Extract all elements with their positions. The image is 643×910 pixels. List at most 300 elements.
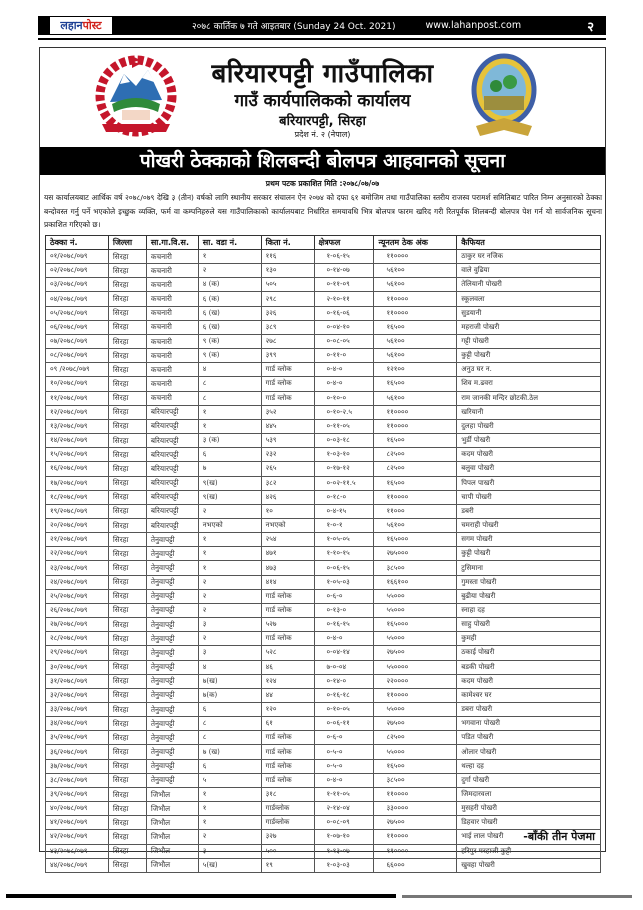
logo-text-part1: लहान	[60, 19, 83, 32]
cell-contract-no: ३८/२०७८/०७९	[46, 773, 109, 787]
cell-min-bid: २७५००	[374, 816, 457, 830]
cell-contract-no: ३०/२०७८/०७९	[46, 660, 109, 674]
cell-district: सिरहा	[108, 349, 146, 363]
cell-contract-no: १५/२०७८/०७९	[46, 448, 109, 462]
cell-contract-no: १४/२०७८/०७९	[46, 434, 109, 448]
cell-kitta-no: ५३९	[261, 434, 314, 448]
cell-min-bid: ५५०००	[374, 589, 457, 603]
cell-contract-no: ०६/२०७८/०७९	[46, 320, 109, 334]
table-row	[46, 533, 601, 547]
cell-vdc: तेनुवापट्टी	[146, 589, 198, 603]
cell-vdc: तेनुवापट्टी	[146, 773, 198, 787]
cell-remarks: टुसिमाना	[457, 561, 601, 575]
cell-kitta-no: २३२	[261, 448, 314, 462]
table-row	[46, 504, 601, 518]
cell-kitta-no: १३०	[261, 264, 314, 278]
cell-min-bid: १६५००	[374, 434, 457, 448]
table-row	[46, 250, 601, 264]
cell-area: ०-०३-१८	[314, 434, 374, 448]
cell-vdc: जिभौल	[146, 816, 198, 830]
cell-kitta-no: ५०५	[261, 278, 314, 292]
cell-vdc: कचनारी	[146, 377, 198, 391]
cell-vdc: तेनुवापट्टी	[146, 731, 198, 745]
cell-min-bid: ५५०००	[374, 603, 457, 617]
cell-contract-no: ४२/२०७८/०७९	[46, 830, 109, 844]
cell-vdc: कचनारी	[146, 391, 198, 405]
cell-vdc: तेनुवापट्टी	[146, 745, 198, 759]
table-row	[46, 391, 601, 405]
cell-district: सिरहा	[108, 434, 146, 448]
cell-area: ०-४-०	[314, 773, 374, 787]
cell-contract-no: २६/२०७८/०७९	[46, 603, 109, 617]
cell-contract-no: १७/२०७८/०७९	[46, 476, 109, 490]
cell-min-bid: ११००००	[374, 292, 457, 306]
cell-ward-no: ७	[198, 462, 261, 476]
cell-area: ०-५-०	[314, 759, 374, 773]
cell-contract-no: ३७/२०७८/०७९	[46, 759, 109, 773]
table-row	[46, 603, 601, 617]
table-row	[46, 844, 601, 858]
cell-district: सिरहा	[108, 462, 146, 476]
cell-ward-no: ४	[198, 363, 261, 377]
cell-vdc: बरियारपट्टी	[146, 405, 198, 419]
cell-district: सिरहा	[108, 844, 146, 858]
table-row	[46, 349, 601, 363]
cell-kitta-no: गार्ड व्लोक	[261, 391, 314, 405]
cell-remarks: तेलियानी पोखरी	[457, 278, 601, 292]
cell-area: ०-०४-१०	[314, 320, 374, 334]
cell-vdc: तेनुवापट्टी	[146, 759, 198, 773]
cell-area: ७-०-०४	[314, 660, 374, 674]
cell-vdc: कचनारी	[146, 306, 198, 320]
cell-ward-no: २	[198, 504, 261, 518]
table-row	[46, 320, 601, 334]
cell-district: सिरहा	[108, 575, 146, 589]
cell-kitta-no: ४६	[261, 660, 314, 674]
cell-contract-no: १०/२०७८/०७९	[46, 377, 109, 391]
cell-area: ०-१०-२.५	[314, 405, 374, 419]
table-row	[46, 292, 601, 306]
cell-remarks: ओलार पोखरी	[457, 745, 601, 759]
cell-ward-no: नभएको	[198, 518, 261, 532]
cell-kitta-no: गार्ड व्लोक	[261, 731, 314, 745]
cell-min-bid: १६५००	[374, 759, 457, 773]
cell-kitta-no: १२४	[261, 674, 314, 688]
notice-intro-paragraph: यस कार्यालयबाट आर्थिक वर्ष २०७८/०७९ देखि ३ (तीन) वर्षको लागि स्थानीय सरकार संचालन ऐन २०७४ को दफा ६१ बमोजिम तथा गाउँपालिका स्तरीय राजस्व परामर्श समितिबाट पारित निम्न अनुसारको ठेक्का बन्दोवस्त गर्नु पर्ने भएकोले इच्छुक व्यक्ति, फर्म वा कम्पनिहरुले यस गाउँपालिकाको कार्यालयबाट निर्धारित समयावधि भित्र बोलपत्र फारम खरिद गरी रितपूर्वक शिलबन्दी बोलपत्र पेश गर्न यो सार्वजनिक सूचना प्रकाशित गरिएको छ।	[44, 193, 602, 229]
newspaper-logo[interactable]	[50, 17, 112, 34]
cell-remarks: हरिपुर मरहाजी कुट्टी	[457, 844, 601, 858]
cell-vdc: कचनारी	[146, 250, 198, 264]
cell-district: सिरहा	[108, 589, 146, 603]
cell-remarks: वाले वुढिया	[457, 264, 601, 278]
column-header-remarks: कैफियत	[457, 236, 601, 250]
cell-remarks: स्नाहा दह	[457, 603, 601, 617]
cell-contract-no: १८/२०७८/०७९	[46, 490, 109, 504]
column-header-min-bid: न्यूनतम ठेक अंक	[374, 236, 457, 250]
column-header-vdc: सा.गा.वि.स.	[146, 236, 198, 250]
cell-kitta-no: ३२६	[261, 306, 314, 320]
cell-remarks: डबरी	[457, 504, 601, 518]
cell-vdc: तेनुवापट्टी	[146, 618, 198, 632]
cell-contract-no: ११/२०७८/०७९	[46, 391, 109, 405]
cell-remarks: भगवाना पोखरी	[457, 717, 601, 731]
cell-area: ०-१७-१२	[314, 462, 374, 476]
cell-ward-no: ९(ख)	[198, 490, 261, 504]
cell-min-bid: ८२५००	[374, 448, 457, 462]
cell-kitta-no: गार्ड व्लोक	[261, 377, 314, 391]
cell-district: सिरहा	[108, 561, 146, 575]
cell-ward-no: १	[198, 816, 261, 830]
cell-vdc: तेनुवापट्टी	[146, 533, 198, 547]
cell-remarks: बडकी पोखरी	[457, 660, 601, 674]
notice-title-banner: पोखरी ठेक्काको शिलबन्दी बोलपत्र आहवानको सूचना	[40, 147, 605, 175]
cell-area: १-१०-१५	[314, 547, 374, 561]
cell-area: ०-१०-०५	[314, 703, 374, 717]
cell-area: १-०५-०३	[314, 575, 374, 589]
notice-frame	[39, 47, 606, 870]
notice-header	[40, 48, 605, 146]
cell-contract-no: ०९ /२०७८/०७९	[46, 363, 109, 377]
cell-min-bid: ११००००	[374, 787, 457, 801]
cell-district: सिरहा	[108, 391, 146, 405]
cell-contract-no: ४४/२०७८/०७९	[46, 858, 109, 872]
table-row	[46, 858, 601, 872]
cell-contract-no: ०२/२०७८/०७९	[46, 264, 109, 278]
cell-remarks: ठाकुर घर नजिक	[457, 250, 601, 264]
cell-district: सिरहा	[108, 448, 146, 462]
cell-kitta-no: गार्डव्लोक	[261, 802, 314, 816]
table-row	[46, 561, 601, 575]
cell-ward-no: ९(ख)	[198, 476, 261, 490]
table-row	[46, 306, 601, 320]
cell-kitta-no: ३९९	[261, 349, 314, 363]
cell-district: सिरहा	[108, 547, 146, 561]
cell-contract-no: ३६/२०७८/०७९	[46, 745, 109, 759]
cell-kitta-no: गार्ड व्लोक	[261, 632, 314, 646]
cell-min-bid: २७५००	[374, 646, 457, 660]
cell-kitta-no: ५२७	[261, 618, 314, 632]
cell-min-bid: ५६१००	[374, 391, 457, 405]
cell-area: ०-५-०	[314, 745, 374, 759]
website-link[interactable]: www.lahanpost.com	[425, 20, 522, 31]
cell-contract-no: ३९/२०७८/०७९	[46, 787, 109, 801]
cell-ward-no: ८	[198, 731, 261, 745]
cell-ward-no: २	[198, 589, 261, 603]
column-header-ward-no: सा. वडा नं.	[198, 236, 261, 250]
table-row	[46, 377, 601, 391]
cell-remarks: कदम पोखरी	[457, 674, 601, 688]
cell-min-bid: ११००००	[374, 306, 457, 320]
table-row	[46, 802, 601, 816]
cell-remarks: स्कूलवला	[457, 292, 601, 306]
province-label: प्रदेश नं. २ (नेपाल)	[294, 130, 351, 139]
cell-min-bid: ११०००	[374, 504, 457, 518]
cell-remarks: राम जानकी मन्दिर छोटकी.ठेल	[457, 391, 601, 405]
cell-kitta-no: ५००	[261, 844, 314, 858]
cell-remarks: डबरा पोखरी	[457, 703, 601, 717]
cell-district: सिरहा	[108, 759, 146, 773]
cell-vdc: कचनारी	[146, 363, 198, 377]
cell-vdc: तेनुवापट्टी	[146, 674, 198, 688]
cell-remarks: कुट्टी पोखरी	[457, 349, 601, 363]
cell-contract-no: २४/२०७८/०७९	[46, 575, 109, 589]
cell-district: सिरहा	[108, 603, 146, 617]
cell-min-bid: ५६१००	[374, 278, 457, 292]
cell-vdc: कचनारी	[146, 334, 198, 348]
cell-remarks: अनुउ घर न.	[457, 363, 601, 377]
cell-kitta-no: गार्ड व्लोक	[261, 603, 314, 617]
cell-ward-no: ३	[198, 618, 261, 632]
cell-area: ०-११-०५	[314, 419, 374, 433]
cell-vdc: बरियारपट्टी	[146, 419, 198, 433]
cell-remarks: मुसहरी पोखरी	[457, 802, 601, 816]
cell-area: ०-१६-१८	[314, 688, 374, 702]
cell-remarks: थल्हा दह	[457, 759, 601, 773]
municipality-seal-icon	[468, 52, 540, 140]
cell-ward-no: २	[198, 830, 261, 844]
cell-vdc: कचनारी	[146, 292, 198, 306]
cell-kitta-no: २७८	[261, 334, 314, 348]
cell-district: सिरहा	[108, 533, 146, 547]
cell-ward-no: २	[198, 575, 261, 589]
table-row	[46, 816, 601, 830]
cell-area: ०-११-०९	[314, 278, 374, 292]
column-header-area: क्षेत्रफल	[314, 236, 374, 250]
cell-kitta-no: २५४	[261, 533, 314, 547]
table-row	[46, 773, 601, 787]
cell-district: सिरहा	[108, 264, 146, 278]
cell-min-bid: ११००००	[374, 405, 457, 419]
cell-ward-no: ५(ख)	[198, 858, 261, 872]
cell-vdc: तेनुवापट्टी	[146, 717, 198, 731]
cell-contract-no: २२/२०७८/०७९	[46, 547, 109, 561]
cell-vdc: तेनुवापट्टी	[146, 646, 198, 660]
cell-area: ०-०८-०५	[314, 334, 374, 348]
cell-district: सिरहा	[108, 504, 146, 518]
cell-kitta-no: ४४५	[261, 419, 314, 433]
table-row	[46, 660, 601, 674]
cell-vdc: जिभौल	[146, 844, 198, 858]
cell-vdc: तेनुवापट्टी	[146, 688, 198, 702]
cell-min-bid: १२१००	[374, 363, 457, 377]
cell-district: सिरहा	[108, 688, 146, 702]
cell-kitta-no: ३८२	[261, 476, 314, 490]
table-row	[46, 731, 601, 745]
cell-ward-no: ८	[198, 377, 261, 391]
table-row	[46, 575, 601, 589]
cell-kitta-no: ५२८	[261, 646, 314, 660]
cell-area: ०-११-०	[314, 349, 374, 363]
column-header-district: जिल्ला	[108, 236, 146, 250]
cell-kitta-no: ३८९	[261, 320, 314, 334]
cell-contract-no: ०३/२०७८/०७९	[46, 278, 109, 292]
cell-remarks: ठकाई पोखरी	[457, 646, 601, 660]
table-row	[46, 646, 601, 660]
cell-min-bid: १६५०००	[374, 533, 457, 547]
cell-ward-no: ४ (क)	[198, 278, 261, 292]
cell-ward-no: ५	[198, 773, 261, 787]
cell-contract-no: २८/२०७८/०७९	[46, 632, 109, 646]
cell-min-bid: १६५००	[374, 476, 457, 490]
table-header-row	[46, 236, 601, 250]
cell-district: सिरहा	[108, 745, 146, 759]
cell-contract-no: २१/२०७८/०७९	[46, 533, 109, 547]
cell-ward-no: १	[198, 787, 261, 801]
cell-remarks: चापी पोखरी	[457, 490, 601, 504]
cell-min-bid: ५६१००	[374, 518, 457, 532]
cell-ward-no: ७(क)	[198, 688, 261, 702]
table-row	[46, 264, 601, 278]
cell-contract-no: २०/२०७८/०७९	[46, 518, 109, 532]
cell-ward-no: १	[198, 405, 261, 419]
cell-min-bid: ३८५००	[374, 561, 457, 575]
masthead	[38, 16, 606, 35]
table-row	[46, 618, 601, 632]
cell-district: सिरहा	[108, 731, 146, 745]
cell-area: ०-१८-०	[314, 490, 374, 504]
cell-ward-no: ३	[198, 646, 261, 660]
cell-district: सिरहा	[108, 405, 146, 419]
cell-district: सिरहा	[108, 306, 146, 320]
cell-ward-no: १	[198, 250, 261, 264]
page-number: २	[587, 19, 594, 35]
table-row	[46, 462, 601, 476]
cell-remarks: गट्टी पोखरी	[457, 334, 601, 348]
table-row	[46, 830, 601, 844]
cell-min-bid: ५५०००	[374, 745, 457, 759]
cell-contract-no: ०८/२०७८/०७९	[46, 349, 109, 363]
cell-district: सिरहा	[108, 787, 146, 801]
cell-ward-no: ८	[198, 717, 261, 731]
cell-ward-no: ६ (ख)	[198, 306, 261, 320]
cell-remarks: डिहवार पोखरी	[457, 816, 601, 830]
cell-min-bid: ५५००००	[374, 660, 457, 674]
cell-remarks: महराजी पोखरी	[457, 320, 601, 334]
cell-remarks: साहु पोखरी	[457, 618, 601, 632]
cell-ward-no: १	[198, 561, 261, 575]
cell-min-bid: १६५०००	[374, 618, 457, 632]
cell-district: सिरहा	[108, 830, 146, 844]
table-row	[46, 745, 601, 759]
cell-contract-no: १९/२०७८/०७९	[46, 504, 109, 518]
cell-vdc: बरियारपट्टी	[146, 518, 198, 532]
cell-remarks: दुलहा पोखरी	[457, 419, 601, 433]
cell-area: ०-०६-११	[314, 717, 374, 731]
cell-remarks: कुमही	[457, 632, 601, 646]
cell-area: ०-४-०	[314, 632, 374, 646]
cell-district: सिरहा	[108, 816, 146, 830]
table-row	[46, 278, 601, 292]
cell-remarks: गुमस्ता पोखरी	[457, 575, 601, 589]
cell-vdc: तेनुवापट्टी	[146, 703, 198, 717]
cell-district: सिरहा	[108, 476, 146, 490]
cell-kitta-no: ४७१	[261, 547, 314, 561]
cell-area: ०-१६-०६	[314, 306, 374, 320]
table-row	[46, 759, 601, 773]
table-row	[46, 632, 601, 646]
cell-min-bid: ५५०००	[374, 632, 457, 646]
column-header-contract-no: ठेक्का नं.	[46, 236, 109, 250]
contracts-table	[45, 235, 601, 873]
cell-kitta-no: १०	[261, 504, 314, 518]
cell-area: ०-१३-०	[314, 603, 374, 617]
table-row	[46, 419, 601, 433]
table-row	[46, 334, 601, 348]
cell-district: सिरहा	[108, 802, 146, 816]
cell-kitta-no: ४७३	[261, 561, 314, 575]
cell-vdc: बरियारपट्टी	[146, 434, 198, 448]
cell-contract-no: ०४/२०७८/०७९	[46, 292, 109, 306]
cell-min-bid: ११००००	[374, 490, 457, 504]
cell-vdc: कचनारी	[146, 320, 198, 334]
cell-min-bid: ३३००००	[374, 802, 457, 816]
cell-remarks: पिपल पाखरी	[457, 476, 601, 490]
cell-kitta-no: १२०	[261, 703, 314, 717]
table-row	[46, 674, 601, 688]
cell-area: १-०-१	[314, 518, 374, 532]
cell-min-bid: २७५००	[374, 717, 457, 731]
cell-area: ०-४-०	[314, 363, 374, 377]
cell-ward-no: ४	[198, 660, 261, 674]
cell-contract-no: २५/२०७८/०७९	[46, 589, 109, 603]
cell-vdc: तेनुवापट्टी	[146, 561, 198, 575]
table-row	[46, 405, 601, 419]
table-row	[46, 717, 601, 731]
cell-remarks: कुट्टी पोखरी	[457, 547, 601, 561]
cell-contract-no: २७/२०७८/०७९	[46, 618, 109, 632]
cell-remarks: भाई लाल पोखरी	[457, 830, 601, 844]
cell-remarks: खरियानी	[457, 405, 601, 419]
cell-min-bid: ५६१००	[374, 334, 457, 348]
cell-area: १-०५-०५	[314, 533, 374, 547]
cell-ward-no: ६ (ख)	[198, 320, 261, 334]
footer-rule-grey	[402, 895, 632, 898]
cell-vdc: कचनारी	[146, 264, 198, 278]
cell-remarks: शिव म.ढवरा	[457, 377, 601, 391]
cell-min-bid: ५६१००	[374, 264, 457, 278]
cell-contract-no: ०७/२०७८/०७९	[46, 334, 109, 348]
cell-vdc: कचनारी	[146, 278, 198, 292]
cell-area: ०-०४-१४	[314, 646, 374, 660]
cell-district: सिरहा	[108, 703, 146, 717]
logo-text-part2: पोस्ट	[82, 19, 102, 32]
cell-min-bid: ८२५००	[374, 731, 457, 745]
cell-district: सिरहा	[108, 250, 146, 264]
cell-vdc: जिभौल	[146, 830, 198, 844]
cell-district: सिरहा	[108, 773, 146, 787]
cell-kitta-no: २६५	[261, 462, 314, 476]
cell-vdc: जिभौल	[146, 787, 198, 801]
cell-contract-no: १२/२०७८/०७९	[46, 405, 109, 419]
cell-district: सिरहा	[108, 278, 146, 292]
issue-date: २०७८ कार्तिक ७ गते आइतबार (Sunday 24 Oct. 2021)	[192, 22, 396, 32]
cell-vdc: बरियारपट्टी	[146, 448, 198, 462]
table-row	[46, 688, 601, 702]
continued-note: -बाँकी तीन पेजमा	[523, 830, 595, 843]
cell-kitta-no: ४४	[261, 688, 314, 702]
cell-min-bid: ५६१००	[374, 349, 457, 363]
cell-vdc: तेनुवापट्टी	[146, 547, 198, 561]
cell-ward-no: १	[198, 547, 261, 561]
cell-remarks: दुर्गा पोखरी	[457, 773, 601, 787]
cell-kitta-no: ३२७	[261, 830, 314, 844]
cell-kitta-no: ४१४	[261, 575, 314, 589]
cell-ward-no: ६	[198, 703, 261, 717]
cell-ward-no: ९ (क)	[198, 334, 261, 348]
cell-ward-no: १	[198, 533, 261, 547]
cell-district: सिरहा	[108, 618, 146, 632]
cell-min-bid: २२००००	[374, 674, 457, 688]
